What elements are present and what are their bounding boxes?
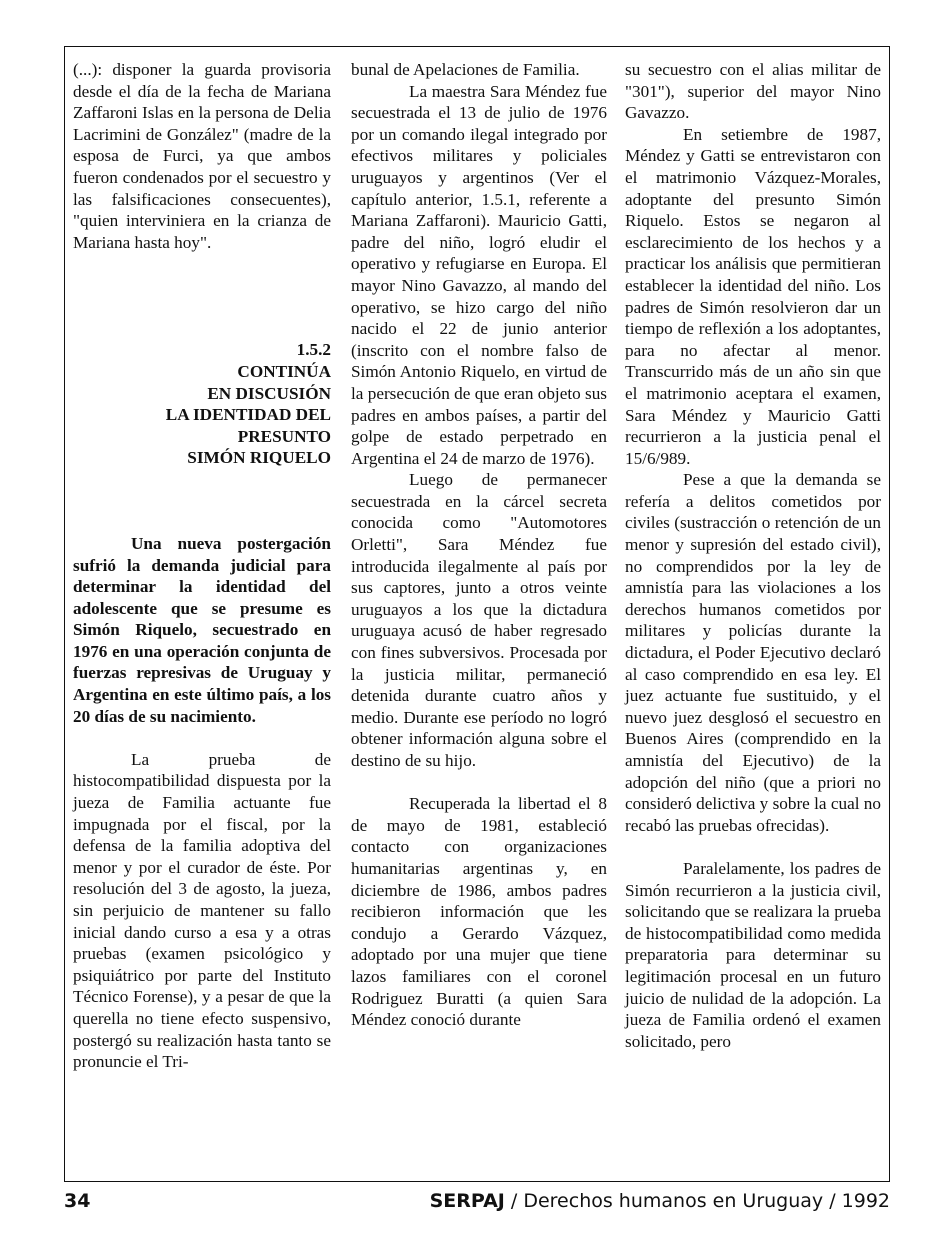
section-title-line: CONTINÚA <box>237 361 331 381</box>
paragraph: bunal de Apelaciones de Familia. <box>351 60 580 79</box>
publication-title <box>430 1190 890 1212</box>
section-number: 1.5.2 <box>296 340 331 360</box>
paragraph: su secuestro con el alias militar de "301"), superior del mayor Nino Gavazzo. <box>625 60 881 123</box>
paragraph: Paralelamente, los padres de Simón recurrieron a la justicia civil, solicitando que se realizara la prueba de histocompatibilidad como medida preparatoria para determinar su legitimación procesal en un futuro juicio de nulidad de la adopción. La jueza de Familia ordenó el examen solicitado, pero <box>625 858 881 1051</box>
column-1 <box>73 59 331 1073</box>
paragraph: Luego de permanecer secuestrada en la cárcel secreta conocida como "Automotores Orletti", Sara Méndez fue introducida ilegalmente al país por sus captores, junto a otros veinte uruguayos a los que la dictadura uruguaya acusó de haber regresado con fines subversivos. Procesada por la justicia militar, permaneció detenida durante cuatro años y medio. Durante ese período no logró obtener información alguna sobre el destino de su hijo. <box>351 470 607 770</box>
paragraph: Recuperada la libertad el 8 de mayo de 1981, estableció contacto con organizaciones humanitarias argentinas y, en diciembre de 1986, ambos padres recibieron información que les condujo a Gerardo Vázquez, adoptado por una mujer que tiene lazos familiares con el coronel Rodriguez Buratti (a quien Sara Méndez conoció durante <box>351 794 607 1030</box>
section-title-line: LA IDENTIDAD DEL <box>165 405 331 425</box>
section-heading <box>73 339 331 469</box>
paragraph: (...): disponer la guarda provisoria desde el día de la fecha de Mariana Zaffaroni Islas en la persona de Delia Lacrimini de González" (madre de la esposa de Furci, ya que ambos fueron condenados por el secuestro y las falsificaciones consecuentes), "quien interviniera en la crianza de Mariana hasta hoy". <box>73 60 331 252</box>
page-footer <box>64 1190 890 1218</box>
text-frame <box>64 46 890 1182</box>
publisher-name: SERPAJ <box>429 1190 505 1212</box>
paragraph: La maestra Sara Méndez fue secuestrada el 13 de julio de 1976 por un comando ilegal integrado por efectivos militares y policiales uruguayos y argentinos (Ver el capítulo anterior, 1.5.1, referente a Mariana Zaffaroni). Mauricio Gatti, padre del niño, logró eludir el operativo y refugiarse en Europa. El mayor Nino Gavazzo, al mando del operativo, se hizo cargo del niño nacido el 22 de junio anterior (inscrito con el nombre falso de Simón Antonio Riquelo, en virtud de la persecución de que eran objeto sus padres en ambos países, a partir del golpe de estado perpetrado en Argentina el 24 de marzo de 1976). <box>351 81 607 468</box>
lead-paragraph: Una nueva postergación sufrió la demanda judicial para determinar la identidad del adolescente que se presume es Simón Riquelo, secuestrado en 1976 en una operación conjunta de fuerzas represivas de Uruguay y Argentina en este último país, a los 20 días de su nacimiento. <box>73 533 331 726</box>
paragraph: La prueba de histocompatibilidad dispuesta por la jueza de Familia actuante fue impugnada por el fiscal, por la defensa de la familia adoptiva del menor y por el curador de éste. Por resolución del 3 de agosto, la jueza, sin perjuicio de mantener su fallo inicial dando curso a esa y a otras pruebas (examen psicológico y psiquiátrico por parte del Instituto Técnico Forense), y a pesar de que la querella no tiene efecto suspensivo, postergó su realización hasta tanto se pronuncie el Tri- <box>73 749 331 1072</box>
section-title-line: EN DISCUSIÓN <box>207 383 331 403</box>
page-number: 34 <box>64 1190 91 1212</box>
section-title-line: PRESUNTO <box>237 426 331 446</box>
paragraph: En setiembre de 1987, Méndez y Gatti se entrevistaron con el matrimonio Vázquez-Morales, adoptante del presunto Simón Riquelo. Estos se negaron al esclarecimiento de los hechos y a practicar los análisis que permitieran establecer la identidad del niño. Los padres de Simón resolvieron dar un tiempo de reflexión a los adoptantes, para no afectar al menor. Transcurrido más de un año sin que el matrimonio aceptara el examen, Sara Méndez y Mauricio Gatti recurrieron a la justicia penal el 15/6/989. <box>625 124 881 468</box>
paragraph: Pese a que la demanda se refería a delitos cometidos por civiles (sustracción o retención de un menor y supresión del estado civil), no comprendidos por la ley de amnistía para las violaciones a los derechos humanos cometidos por militares y policías durante la dictadura, el Poder Ejecutivo declaró al caso comprendido en esa ley. El juez actuante fue sustituido, y el nuevo juez desglosó el secuestro en Buenos Aires (comprendido en la amnistía del Ejecutivo) de la adopción del niño (que a priori no consideró delictiva y sobre la cual no recabó las pruebas ofrecidas). <box>625 470 881 835</box>
column-2 <box>351 59 607 1031</box>
publication-name: / Derechos humanos en Uruguay / 1992 <box>504 1190 890 1212</box>
column-3 <box>625 59 881 1052</box>
section-title-line: SIMÓN RIQUELO <box>187 448 331 468</box>
